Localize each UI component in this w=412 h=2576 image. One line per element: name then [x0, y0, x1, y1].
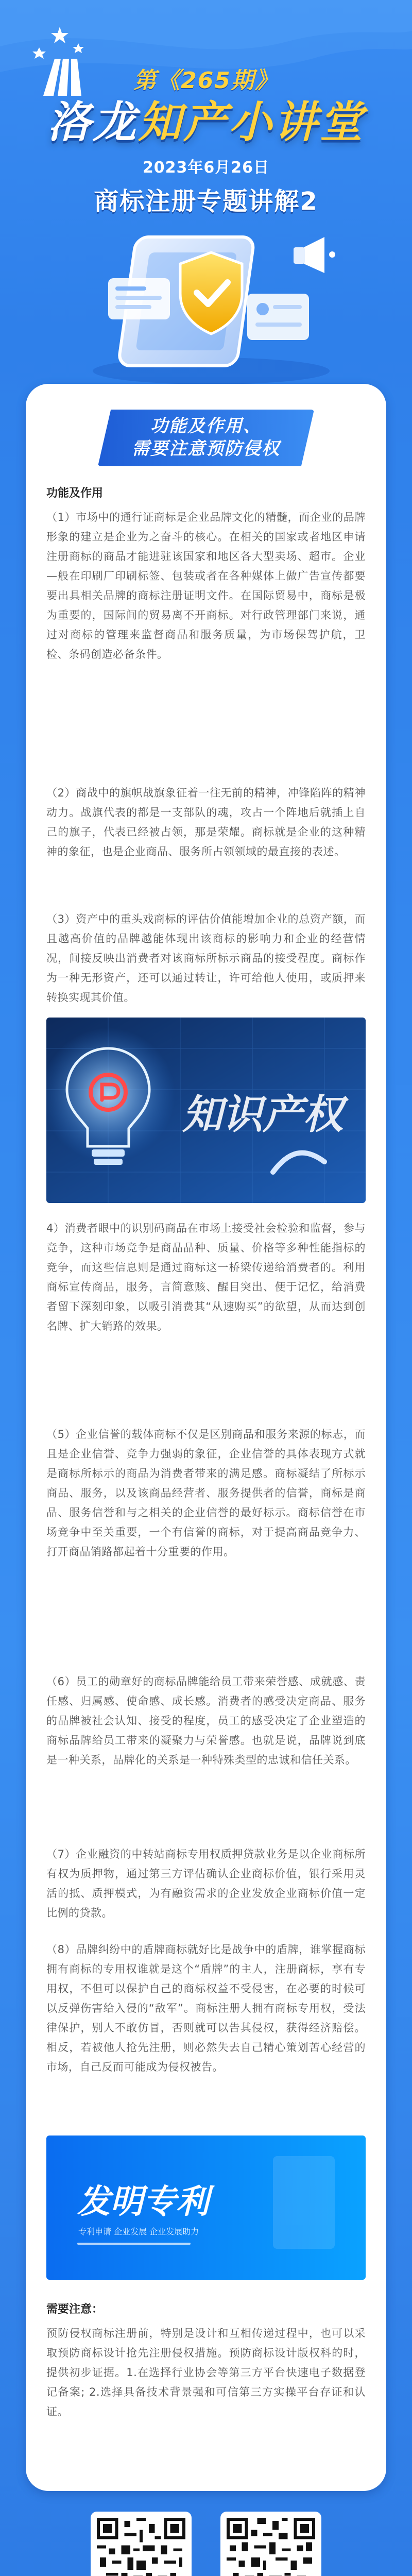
- patent-caption-text: 专利申请 企业发展 企业发展助力: [78, 2227, 199, 2236]
- paragraph-6: （6）员工的勋章好的商标品牌能给员工带来荣誉感、成就感、责任感、归属感、使命感、成长感。消费者的感受决定商品、服务的品牌被社会认知、接受的程度，员工的感受决定了企业塑造的商标品牌给员工带来的凝聚力与荣誉感。也就是说，品牌说到底是一种关系，品牌化的关系是一种特殊类型的忠诚和信任关系。: [46, 1675, 366, 1766]
- section-heading-notice: 需要注意：: [46, 2303, 104, 2316]
- topic-banner: [98, 410, 314, 466]
- phone-shield-illustration: [77, 216, 345, 386]
- content-card: [26, 384, 386, 2491]
- ip-lightbulb-graphic: [46, 1018, 366, 1203]
- patent-title-text: 发明专利: [77, 2183, 209, 2221]
- section-heading-functions: 功能及作用: [46, 487, 104, 500]
- paragraph-5: （5）企业信誉的载体商标不仅是区别商品和服务来源的标志，而且是企业信誉、竞争力强弱的象征，企业信誉的具体表现方式就是商标所标示的商品为消费者带来的满足感。商标凝结了所标示商品、服务，以及该商品经营者、服务提供者的信誉，商标是商品、服务信誉和与之相关的企业信誉的最好标示。商标信誉在市场竞争中至关重要，一个有信誉的商标，对于提高商品竞争力、打开商品销路都起着十分重要的作用。: [46, 1428, 366, 1558]
- ip-lightbulb-image: [46, 1018, 366, 1203]
- qr-code-right[interactable]: [220, 2512, 321, 2576]
- paragraph-4: 4）消费者眼中的识别码商品在市场上接受社会检验和监督，参与竞争，这种市场竞争是商品品种、质量、价格等多种性能指标的竞争，而这些信息则是通过商标这一桥梁传递给消费者的。利用商标宣传商品，服务，言简意赅、醒目突出、便于记忆，给消费者留下深刻印象，以吸引消费其“从速购买”的欲望，从而达到创名牌、扩大销路的效果。: [46, 1222, 366, 1332]
- title-part1: 洛龙: [47, 97, 138, 147]
- title-part2: 知产小讲堂: [138, 97, 365, 147]
- paragraph-7: （7）企业融资的中转站商标专用权质押贷款业务是以企业商标所有权为质押物，通过第三方评估确认企业商标价值，银行采用灵活的抵、质押模式，为有融资需求的企业发放企业商标价值一定比例的贷款。: [46, 1848, 366, 1919]
- banner-line1: 功能及作用、: [150, 416, 262, 436]
- hero-header: [0, 0, 412, 392]
- paragraph-2: （2）商战中的旗帜战旗象征着一往无前的精神，冲锋陷阵的精神动力。战旗代表的都是一支部队的魂，攻占一个阵地后就插上自己的旗子，代表已经被占领，那是荣耀。商标就是企业的这种精神的象征，也是企业商品、服务所占领领域的最直接的表述。: [46, 787, 366, 858]
- qr-code-icon: [97, 2518, 185, 2576]
- paragraph-8: （8）品牌纠纷中的盾牌商标就好比是战争中的盾牌，谁掌握商标拥有商标的专用权谁就是这个“盾牌”的主人，注册商标，享有专用权，不但可以保护自己的商标权益不受侵害，在必要的时候可以反弹伤害给入侵的“敌军”。商标注册人拥有商标专用权，受法律保护，别人不敢仿冒，否则就可以告其侵权，获得经济赔偿。相反，若被他人抢先注册，则必然失去自己精心策划苦心经营的市场，自己反而可能成为侵权被告。: [46, 1943, 366, 2073]
- banner-line2: 需要注意预防侵权: [132, 438, 280, 459]
- main-title: [0, 88, 412, 150]
- invention-patent-image: [46, 2136, 366, 2280]
- qr-code-left[interactable]: [91, 2512, 192, 2576]
- issue-number: 第《265期》: [133, 67, 279, 94]
- topic-subtitle: 商标注册专题讲解2: [94, 187, 318, 216]
- banner-text: [98, 415, 314, 460]
- qr-code-icon: [227, 2518, 315, 2576]
- ip-watermark-text: 知识产权: [182, 1092, 344, 1138]
- publish-date: 2023年6月26日: [142, 159, 270, 177]
- invention-patent-graphic: [46, 2136, 366, 2280]
- paragraph-1: （1）市场中的通行证商标是企业品牌文化的精髓，而企业的品牌形象的建立是企业为之奋斗的核心。在相关的国家或者地区申请注册商标的商品才能进驻该国家和地区各大型卖场、超市。企业—般在印刷厂印刷标签、包装或者在各种媒体上做广告宣传都要要出具相关品牌的商标注册证明文件。在国际贸易中，商标是极为重要的，国际间的贸易离不开商标。对行政管理部门来说，通过对商标的管理来监督商品和服务质量，为市场保驾护航，卫检、条码创造必备条件。: [46, 511, 366, 660]
- paragraph-3: （3）资产中的重头戏商标的评估价值能增加企业的总资产额，而且越高价值的品牌越能体现出该商标的影响力和企业的经营情况，间接反映出消费者对该商标所标示商品的接受程度。商标作为一种无形资产，还可以通过转让，许可给他人使用，或质押来转换实现其价值。: [46, 913, 366, 1004]
- paragraph-notice: 预防侵权商标注册前，特别是设计和互相传递过程中，也可以采取预防商标设计抢先注册侵权措施。预防商标设计版权科的时，提供初步证据。1.在选择行业协会等第三方平台快速电子数据登记备案; 2.选择具备技术背景强和可信第三方实操平台存证和认证。: [46, 2327, 366, 2418]
